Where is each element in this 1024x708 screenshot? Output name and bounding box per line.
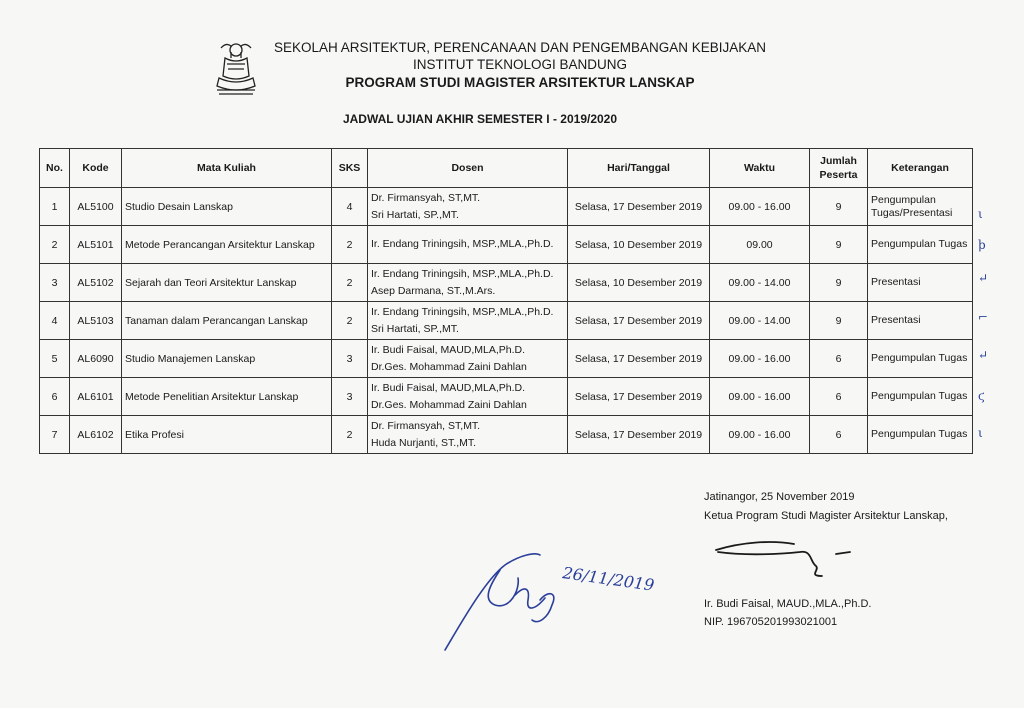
cell-dosen: Ir. Endang Triningsih, MSP.,MLA.,Ph.D. Asep Darmana, ST.,M.Ars. [368,264,568,302]
cell-tanggal: Selasa, 10 Desember 2019 [568,226,710,264]
handwritten-check-mark: ⌐ [978,310,989,324]
signature-place-date: Jatinangor, 25 November 2019 [704,491,855,503]
cell-no: 7 [40,416,70,454]
cell-sks: 4 [332,188,368,226]
cell-no: 1 [40,188,70,226]
cell-tanggal: Selasa, 17 Desember 2019 [568,340,710,378]
cell-tanggal: Selasa, 17 Desember 2019 [568,378,710,416]
cell-keterangan: Presentasi [868,302,973,340]
cell-tanggal: Selasa, 17 Desember 2019 [568,188,710,226]
document-title: JADWAL UJIAN AKHIR SEMESTER I - 2019/2020 [342,112,618,126]
schedule-table [39,148,973,454]
cell-jumlah: 6 [810,378,868,416]
annotation-date: 26/11/2019 [561,563,656,595]
cell-waktu: 09.00 [710,226,810,264]
cell-no: 2 [40,226,70,264]
cell-mata-kuliah: Studio Manajemen Lanskap [122,340,332,378]
table-row [40,264,973,302]
col-header-keterangan: Keterangan [868,149,973,188]
header-school: SEKOLAH ARSITEKTUR, PERENCANAAN DAN PENGEMBANGAN KEBIJAKAN [273,40,767,55]
table-row [40,416,973,454]
cell-jumlah: 9 [810,226,868,264]
cell-no: 6 [40,378,70,416]
cell-keterangan: Pengumpulan Tugas [868,340,973,378]
col-header-no: No. [40,149,70,188]
cell-jumlah: 6 [810,340,868,378]
cell-keterangan: Pengumpulan Tugas [868,226,973,264]
cell-dosen: Ir. Budi Faisal, MAUD,MLA,Ph.D. Dr.Ges. Mohammad Zaini Dahlan [368,340,568,378]
signature-role: Ketua Program Studi Magister Arsitektur Lanskap, [704,510,948,522]
col-header-waktu: Waktu [710,149,810,188]
cell-kode: AL6102 [70,416,122,454]
cell-waktu: 09.00 - 16.00 [710,378,810,416]
cell-waktu: 09.00 - 16.00 [710,188,810,226]
handwritten-check-mark: ϛ [978,389,985,403]
table-row [40,226,973,264]
signature-nip: NIP. 196705201993021001 [704,616,838,628]
cell-dosen: Ir. Endang Triningsih, MSP.,MLA.,Ph.D. Sri Hartati, SP.,MT. [368,302,568,340]
cell-kode: AL5101 [70,226,122,264]
handwritten-signature-receiver [440,540,660,655]
table-row [40,188,973,226]
handwritten-check-mark: ι [978,426,983,440]
cell-sks: 3 [332,340,368,378]
table-row [40,340,973,378]
cell-dosen: Ir. Endang Triningsih, MSP.,MLA.,Ph.D. [368,226,568,264]
header-program: PROGRAM STUDI MAGISTER ARSITEKTUR LANSKAP [345,75,695,90]
cell-mata-kuliah: Metode Penelitian Arsitektur Lanskap [122,378,332,416]
cell-waktu: 09.00 - 14.00 [710,302,810,340]
cell-jumlah: 9 [810,188,868,226]
cell-waktu: 09.00 - 16.00 [710,340,810,378]
handwritten-check-mark: ι [978,207,983,221]
cell-tanggal: Selasa, 17 Desember 2019 [568,416,710,454]
cell-keterangan: Presentasi [868,264,973,302]
signature-chair [712,532,862,587]
table-row [40,302,973,340]
table-row [40,378,973,416]
cell-keterangan: Pengumpulan Tugas [868,378,973,416]
cell-mata-kuliah: Metode Perancangan Arsitektur Lanskap [122,226,332,264]
cell-kode: AL6090 [70,340,122,378]
handwritten-check-mark: ↵ [978,348,989,362]
handwritten-check-mark: ϸ [978,238,986,252]
cell-waktu: 09.00 - 16.00 [710,416,810,454]
col-header-kode: Kode [70,149,122,188]
cell-no: 5 [40,340,70,378]
cell-keterangan: Pengumpulan Tugas [868,416,973,454]
cell-mata-kuliah: Tanaman dalam Perancangan Lanskap [122,302,332,340]
cell-kode: AL6101 [70,378,122,416]
cell-sks: 3 [332,378,368,416]
cell-no: 3 [40,264,70,302]
col-header-tanggal: Hari/Tanggal [568,149,710,188]
signature-name: Ir. Budi Faisal, MAUD.,MLA.,Ph.D. [704,598,872,610]
cell-sks: 2 [332,264,368,302]
cell-keterangan: Pengumpulan Tugas/Presentasi [868,188,973,226]
cell-dosen: Dr. Firmansyah, ST,MT. Sri Hartati, SP.,MT. [368,188,568,226]
col-header-dosen: Dosen [368,149,568,188]
cell-sks: 2 [332,416,368,454]
cell-jumlah: 9 [810,264,868,302]
header-institute: INSTITUT TEKNOLOGI BANDUNG [412,57,628,72]
cell-kode: AL5102 [70,264,122,302]
cell-mata-kuliah: Sejarah dan Teori Arsitektur Lanskap [122,264,332,302]
handwritten-check-mark: ↵ [978,271,989,285]
cell-kode: AL5103 [70,302,122,340]
cell-kode: AL5100 [70,188,122,226]
cell-sks: 2 [332,226,368,264]
cell-jumlah: 6 [810,416,868,454]
cell-mata-kuliah: Etika Profesi [122,416,332,454]
cell-dosen: Ir. Budi Faisal, MAUD,MLA,Ph.D. Dr.Ges. Mohammad Zaini Dahlan [368,378,568,416]
cell-no: 4 [40,302,70,340]
cell-tanggal: Selasa, 10 Desember 2019 [568,264,710,302]
col-header-sks: SKS [332,149,368,188]
col-header-jumlah-peserta: Jumlah Peserta [810,149,868,188]
cell-tanggal: Selasa, 17 Desember 2019 [568,302,710,340]
cell-mata-kuliah: Studio Desain Lanskap [122,188,332,226]
cell-sks: 2 [332,302,368,340]
col-header-mata-kuliah: Mata Kuliah [122,149,332,188]
cell-jumlah: 9 [810,302,868,340]
cell-waktu: 09.00 - 14.00 [710,264,810,302]
cell-dosen: Dr. Firmansyah, ST,MT. Huda Nurjanti, ST.,MT. [368,416,568,454]
table-header-row [40,149,973,188]
